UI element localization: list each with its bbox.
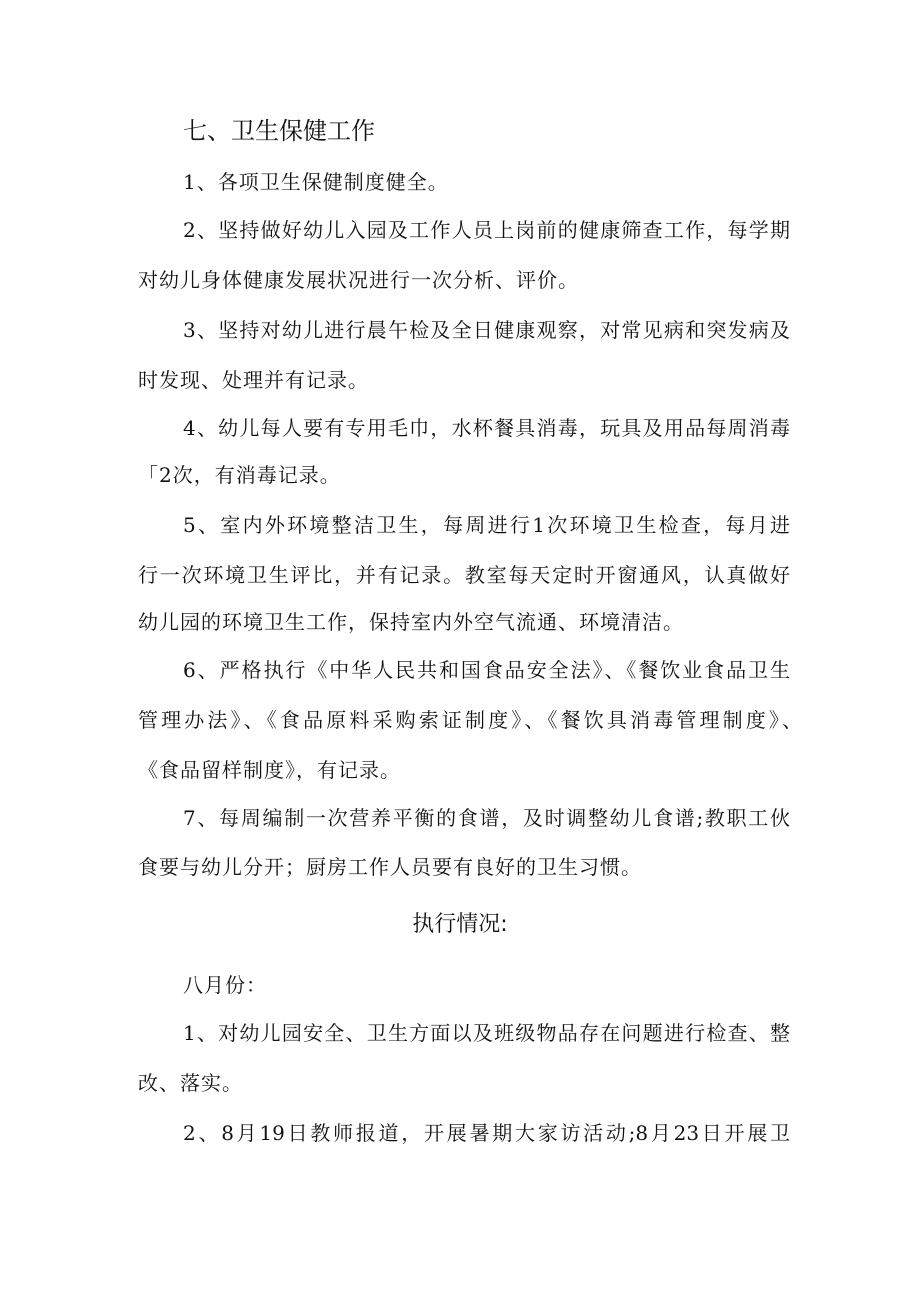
item-2-line-2: 对幼儿身体健康发展状况进行一次分析、评价。	[138, 268, 579, 292]
item-3-line-1: 3、坚持对幼儿进行晨午检及全日健康观察，对常见病和突发病及	[183, 318, 790, 342]
item-1-line-1: 1、各项卫生保健制度健全。	[183, 170, 449, 194]
item-2-line-1: 2、坚持做好幼儿入园及工作人员上岗前的健康筛查工作，每学期	[183, 218, 790, 242]
item-4-line-1: 4、幼儿每人要有专用毛巾，水杯餐具消毒，玩具及用品每周消毒	[183, 416, 790, 440]
item-3-line-2: 时发现、处理并有记录。	[138, 368, 369, 392]
item-7-line-2: 食要与幼儿分开；厨房工作人员要有良好的卫生习惯。	[138, 855, 642, 879]
item-4-line-2: 「2次，有消毒记录。	[138, 463, 341, 487]
section-title: 七、卫生保健工作	[183, 117, 375, 145]
execution-month: 八月份：	[183, 973, 267, 997]
execution-title: 执行情况:	[412, 912, 508, 937]
execution-item-1-line-1: 1、对幼儿园安全、卫生方面以及班级物品存在问题进行检查、整	[183, 1021, 790, 1045]
item-6-line-3: 《食品留样制度》，有记录。	[138, 758, 401, 782]
item-6-line-1: 6、严格执行《中华人民共和国食品安全法》、《餐饮业食品卫生	[183, 658, 790, 682]
item-7-line-1: 7、每周编制一次营养平衡的食谱，及时调整幼儿食谱;教职工伙	[183, 806, 790, 830]
execution-item-1-line-2: 改、落实。	[138, 1071, 243, 1095]
execution-item-2-line-1: 2、8月19日教师报道，开展暑期大家访活动;8月23日开展卫	[183, 1121, 790, 1145]
item-5-line-1: 5、室内外环境整洁卫生，每周进行1次环境卫生检查，每月进	[183, 513, 790, 537]
item-5-line-3: 幼儿园的环境卫生工作，保持室内外空气流通、环境清洁。	[138, 610, 684, 634]
item-6-line-2: 管理办法》、《食品原料采购索证制度》、《餐饮具消毒管理制度》、	[138, 708, 802, 732]
item-5-line-2: 行一次环境卫生评比，并有记录。教室每天定时开窗通风，认真做好	[138, 563, 790, 587]
